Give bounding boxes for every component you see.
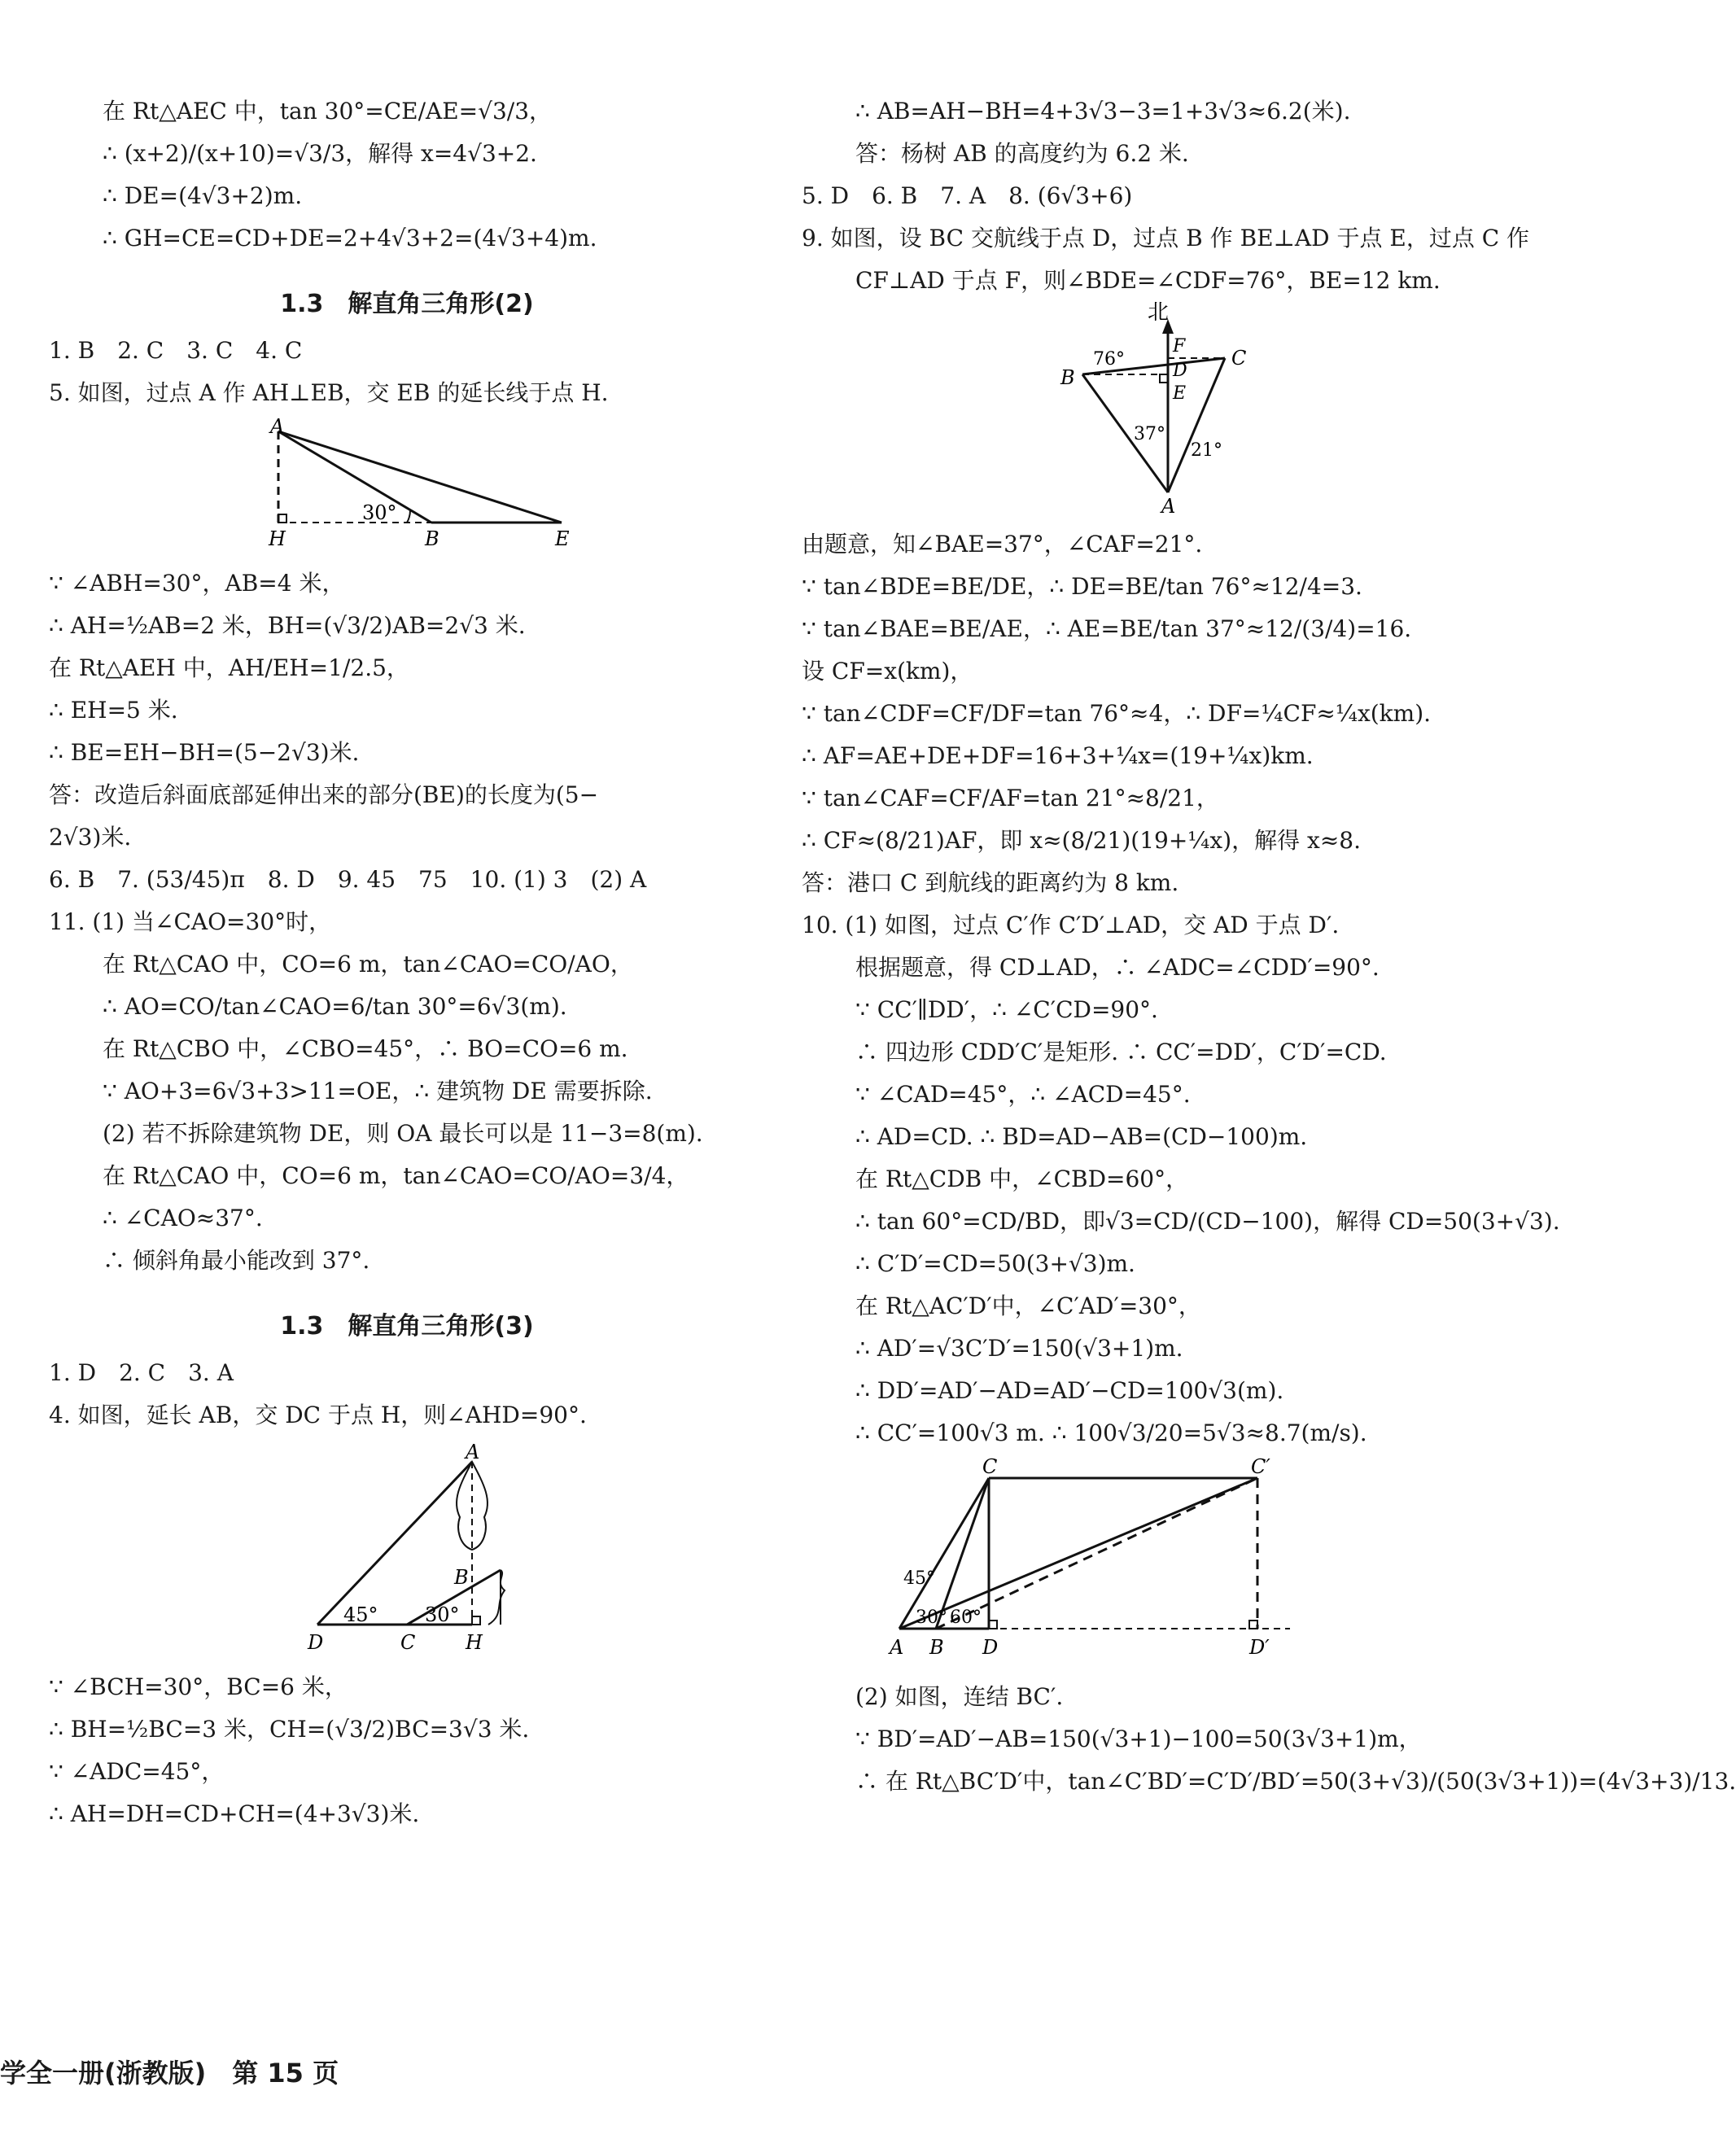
label-c-prime: C′ (1251, 1455, 1270, 1478)
label-c: C (400, 1631, 416, 1654)
text-line: 在 Rt△CDB 中，∠CBD=60°， (855, 1166, 1189, 1192)
text-line: ∴ AD′=√3C′D′=150(√3+1)m. (855, 1335, 1183, 1362)
label-e: E (1173, 383, 1187, 404)
right-column (802, 98, 1736, 1810)
text-line: 答：港口 C 到航线的距离约为 8 km. (802, 869, 1179, 896)
label-d-prime: D′ (1249, 1636, 1270, 1659)
label-d: D (308, 1631, 324, 1654)
line-ac-prime (899, 1478, 1257, 1629)
text-line: ∴ EH=5 米. (49, 697, 178, 724)
text-line: (2) 如图，连结 BC′. (855, 1683, 1064, 1710)
text-line: 由题意，知∠BAE=37°，∠CAF=21°. (802, 531, 1203, 558)
text-line: 5. 如图，过点 A 作 AH⊥EB，交 EB 的延长线于点 H. (49, 379, 609, 406)
label-h: H (269, 527, 286, 550)
section-title-2: 1.3 解直角三角形(2) (280, 290, 534, 318)
figure-tree (49, 1441, 765, 1659)
label-b: B (425, 527, 439, 550)
text-line: ∵ tan∠CDF=CF/DF=tan 76°≈4，∴ DF=¼CF≈¼x(km). (802, 700, 1432, 727)
angle-30: 30° (916, 1607, 947, 1628)
text-line: 在 Rt△CAO 中，CO=6 m，tan∠CAO=CO/AO=3/4， (103, 1162, 689, 1189)
label-b: B (1060, 366, 1075, 389)
left-column (49, 98, 765, 1843)
text-line: 2√3)米. (49, 824, 132, 851)
label-d: D (1173, 361, 1187, 381)
label-f: F (1173, 336, 1186, 356)
text-line: ∴ C′D′=CD=50(3+√3)m. (855, 1250, 1135, 1277)
text-line: ∵ AO+3=6√3+3>11=OE，∴ 建筑物 DE 需要拆除. (103, 1078, 653, 1104)
text-line: ∴ AD=CD. ∴ BD=AD−AB=(CD−100)m. (855, 1123, 1308, 1150)
text-line: ∴ BE=EH−BH=(5−2√3)米. (49, 739, 360, 766)
angle-45: 45° (343, 1603, 378, 1626)
text-line: 1. D 2. C 3. A (49, 1359, 234, 1386)
text-line: ∵ ∠ABH=30°，AB=4 米， (49, 570, 345, 597)
text-line: ∵ BD′=AD′−AB=150(√3+1)−100=50(3√3+1)m， (855, 1726, 1422, 1752)
label-c: C (982, 1455, 998, 1478)
text-line: ∴ AH=½AB=2 米，BH=(√3/2)AB=2√3 米. (49, 612, 526, 639)
text-line: ∴ ∠CAO≈37°. (103, 1205, 263, 1231)
angle-37: 37° (1134, 424, 1165, 444)
angle-21: 21° (1191, 440, 1222, 461)
text-line: 9. 如图，设 BC 交航线于点 D，过点 B 作 BE⊥AD 于点 E，过点 C 作 (802, 225, 1530, 252)
right-angle-mark (472, 1616, 480, 1625)
angle-30: 30° (425, 1603, 460, 1626)
text-line: (2) 若不拆除建筑物 DE，则 OA 最长可以是 11−3=8(m). (103, 1120, 703, 1147)
label-a: A (1161, 495, 1176, 518)
text-line: ∴ AF=AE+DE+DF=16+3+¼x=(19+¼x)km. (802, 742, 1314, 769)
angle-76: 76° (1093, 349, 1125, 370)
text-line: ∴ AB=AH−BH=4+3√3−3=1+3√3≈6.2(米). (855, 98, 1351, 125)
text-line: 6. B 7. (53/45)π 8. D 9. 45 75 10. (1) 3 (2) A (49, 866, 647, 893)
text-line: ∴ AH=DH=CD+CH=(4+3√3)米. (49, 1800, 420, 1827)
label-h: H (466, 1631, 483, 1654)
text-line: 在 Rt△AEC 中，tan 30°=CE/AE=√3/3， (103, 98, 553, 125)
line-bc-prime (936, 1478, 1257, 1629)
text-line: ∴ CF≈(8/21)AF，即 x≈(8/21)(19+¼x)，解得 x≈8. (802, 827, 1362, 854)
angle-45: 45° (903, 1568, 935, 1589)
text-line: 5. D 6. B 7. A 8. (6√3+6) (802, 182, 1133, 209)
label-c: C (1231, 347, 1247, 370)
text-line: ∵ ∠ADC=45°， (49, 1758, 225, 1785)
text-line: ∵ ∠CAD=45°，∴ ∠ACD=45°. (855, 1081, 1191, 1108)
text-line: ∴ 在 Rt△BC′D′中，tan∠C′BD′=C′D′/BD′=50(3+√3)/(50(3√3+1))=(4√3+3)/13. (855, 1768, 1736, 1795)
text-line: ∴ 四边形 CDD′C′是矩形. ∴ CC′=DD′，C′D′=CD. (855, 1039, 1387, 1065)
label-b: B (929, 1636, 944, 1659)
label-a: A (270, 415, 285, 438)
text-line: 10. (1) 如图，过点 C′作 C′D′⊥AD，交 AD 于点 D′. (802, 912, 1340, 938)
angle-arc (407, 510, 410, 523)
text-line: ∵ CC′∥DD′，∴ ∠C′CD=90°. (855, 996, 1158, 1023)
text-line: 11. (1) 当∠CAO=30°时， (49, 908, 332, 935)
text-line: ∴ GH=CE=CD+DE=2+4√3+2=(4√3+4)m. (103, 225, 597, 252)
text-line: 设 CF=x(km)， (802, 658, 973, 685)
page-footer: 学全一册(浙教版) 第 15 页 (0, 2058, 339, 2089)
label-d: D (982, 1636, 999, 1659)
text-line: ∵ tan∠CAF=CF/AF=tan 21°≈8/21， (802, 785, 1219, 811)
text-line: CF⊥AD 于点 F，则∠BDE=∠CDF=76°，BE=12 km. (855, 267, 1441, 294)
text-line: ∴ DE=(4√3+2)m. (103, 182, 303, 209)
text-line: ∴ BH=½BC=3 米，CH=(√3/2)BC=3√3 米. (49, 1716, 530, 1743)
text-line: ∴ CC′=100√3 m. ∴ 100√3/20=5√3≈8.7(m/s). (855, 1419, 1367, 1446)
label-e: E (555, 527, 570, 550)
label-a: A (890, 1636, 904, 1659)
text-line: 答：杨树 AB 的高度约为 6.2 米. (855, 140, 1189, 167)
text-line: ∴ AO=CO/tan∠CAO=6/tan 30°=6√3(m). (103, 993, 567, 1020)
text-line: 4. 如图，延长 AB，交 DC 于点 H，则∠AHD=90°. (49, 1402, 587, 1428)
text-line: ∵ ∠BCH=30°，BC=6 米， (49, 1673, 348, 1700)
text-line: 在 Rt△AEH 中，AH/EH=1/2.5， (49, 654, 409, 681)
line-ab (278, 431, 431, 523)
text-line: ∴ tan 60°=CD/BD，即√3=CD/(CD−100)，解得 CD=50(3+√3). (855, 1208, 1560, 1235)
text-line: ∴ DD′=AD′−AD=AD′−CD=100√3(m). (855, 1377, 1284, 1404)
text-line: ∵ tan∠BDE=BE/DE，∴ DE=BE/tan 76°≈12/4=3. (802, 573, 1362, 600)
label-north: 北 (1148, 300, 1170, 325)
section-title-3: 1.3 解直角三角形(3) (280, 1312, 534, 1341)
text-line: ∴ 倾斜角最小能改到 37°. (103, 1247, 370, 1274)
angle-label: 30° (362, 501, 397, 524)
text-line: ∵ tan∠BAE=BE/AE，∴ AE=BE/tan 37°≈12/(3/4)=16. (802, 615, 1412, 642)
text-line: 在 Rt△CAO 中，CO=6 m，tan∠CAO=CO/AO， (103, 951, 633, 978)
text-line: 1. B 2. C 3. C 4. C (49, 337, 303, 364)
figure-rectangle (802, 1455, 1518, 1669)
angle-60: 60° (950, 1607, 982, 1628)
text-line: 在 Rt△AC′D′中，∠C′AD′=30°， (855, 1293, 1201, 1319)
text-line: 根据题意，得 CD⊥AD，∴ ∠ADC=∠CDD′=90°. (855, 954, 1380, 981)
text-line: 在 Rt△CBO 中，∠CBO=45°，∴ BO=CO=6 m. (103, 1035, 628, 1062)
figure-navigation (802, 300, 1518, 518)
text-line: 答：改造后斜面底部延伸出来的部分(BE)的长度为(5− (49, 781, 599, 808)
text-line: ∴ (x+2)/(x+10)=√3/3，解得 x=4√3+2. (103, 140, 537, 167)
label-a: A (466, 1441, 480, 1463)
label-b: B (454, 1566, 469, 1589)
figure-ahbe (49, 415, 765, 555)
slope-edge (488, 1570, 505, 1625)
line-ae (278, 431, 562, 523)
